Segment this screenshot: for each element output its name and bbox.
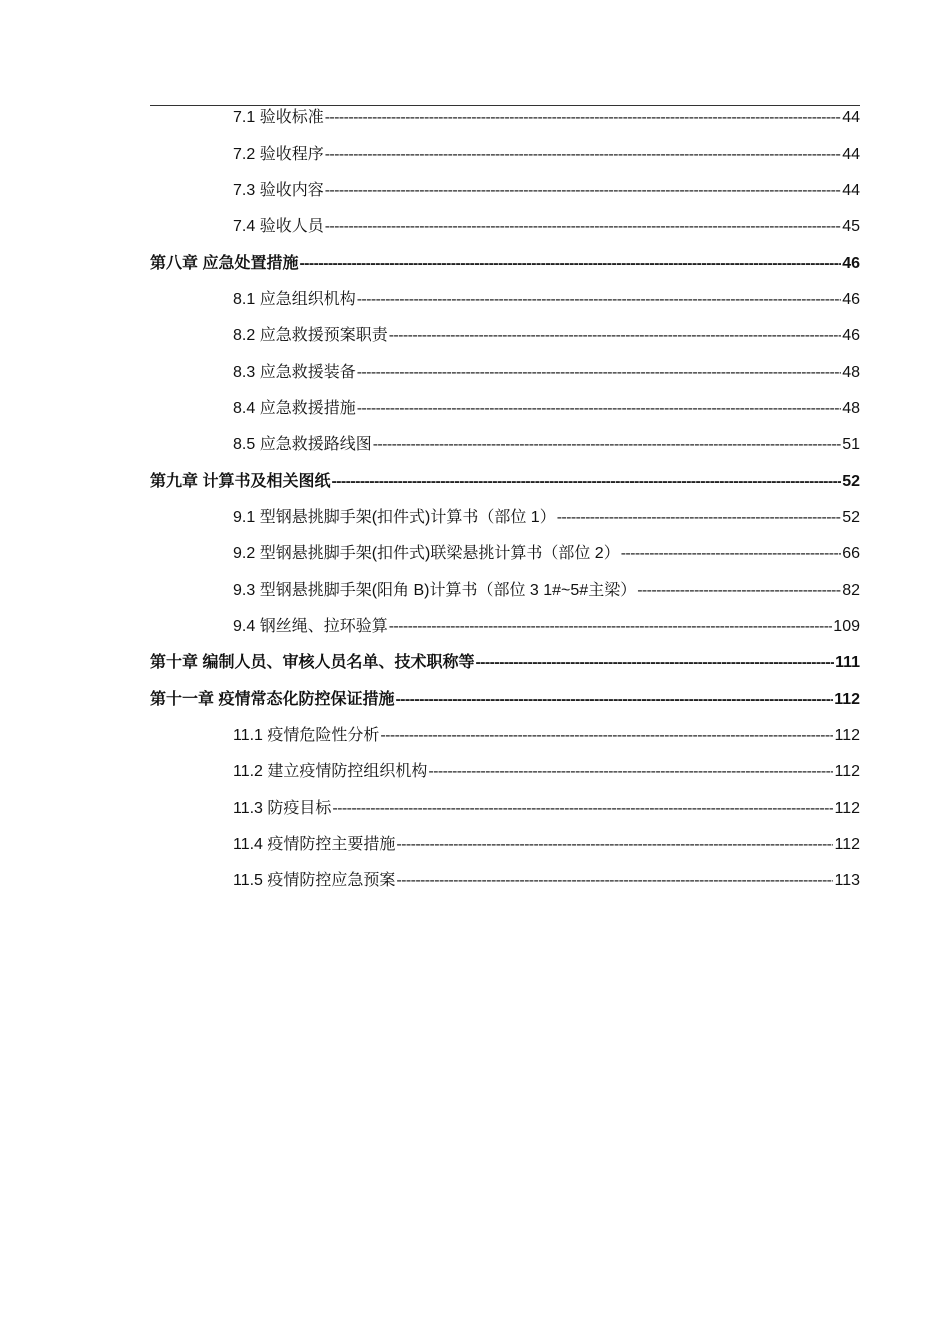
toc-chapter-page: 112: [834, 690, 860, 708]
toc-chapter-label: 第十章 编制人员、审核人员名单、技术职称等: [150, 654, 475, 672]
toc-entry[interactable]: [150, 609, 860, 645]
toc-entry-label: 11.3 防疫目标: [233, 799, 332, 817]
toc-entry[interactable]: [150, 318, 860, 354]
toc-entry-label: 9.4 钢丝绳、拉环验算: [233, 617, 388, 635]
toc-dot-leader: [373, 435, 842, 455]
toc-entry-label: 9.2 型钢悬挑脚手架(扣件式)联梁悬挑计算书（部位 2）: [233, 545, 620, 563]
toc-dot-leader: [396, 835, 833, 855]
toc-entry-label: 11.5 疫情防控应急预案: [233, 872, 396, 890]
toc-dot-leader: [357, 399, 842, 419]
toc-entry[interactable]: [150, 863, 860, 899]
toc-entry-page: 112: [834, 763, 860, 781]
toc-entry[interactable]: [150, 536, 860, 572]
toc-dot-leader: [389, 326, 842, 346]
toc-entry-page: 48: [842, 363, 860, 381]
toc-entry[interactable]: [150, 754, 860, 790]
toc-entry-label: 7.4 验收人员: [233, 218, 324, 236]
toc-entry-page: 82: [842, 581, 860, 599]
toc-entry-label: 7.3 验收内容: [233, 181, 324, 199]
toc-entry-label: 8.1 应急组织机构: [233, 290, 356, 308]
toc-entry[interactable]: [150, 572, 860, 608]
toc-entry-label: 8.3 应急救援装备: [233, 363, 356, 381]
toc-dot-leader: [428, 762, 833, 782]
toc-dot-leader: [396, 871, 833, 891]
toc-entry-label: 11.2 建立疫情防控组织机构: [233, 763, 428, 781]
toc-entry-page: 44: [842, 145, 860, 163]
toc-entry-label: 9.1 型钢悬挑脚手架(扣件式)计算书（部位 1）: [233, 508, 556, 526]
toc-entry-page: 113: [834, 872, 860, 890]
toc-entry-page: 51: [842, 436, 860, 454]
toc-dot-leader: [357, 363, 842, 383]
toc-entry-page: 45: [842, 218, 860, 236]
toc-entry-page: 46: [842, 327, 860, 345]
toc-entry[interactable]: [150, 391, 860, 427]
toc-dot-leader: [325, 108, 842, 128]
toc-entry-page: 46: [842, 290, 860, 308]
toc-chapter-label: 第八章 应急处置措施: [150, 254, 299, 272]
toc-dot-leader: [325, 181, 842, 201]
toc-entry[interactable]: [150, 500, 860, 536]
toc-dot-leader: [331, 472, 841, 492]
toc-entry-page: 44: [842, 181, 860, 199]
toc-entry[interactable]: [150, 282, 860, 318]
toc-dot-leader: [325, 145, 842, 165]
toc-entry[interactable]: [150, 100, 860, 136]
toc-dot-leader: [395, 690, 833, 710]
toc-entry-page: 112: [834, 727, 860, 745]
toc-dot-leader: [325, 217, 842, 237]
toc-dot-leader: [621, 544, 842, 564]
toc-chapter-label: 第十一章 疫情常态化防控保证措施: [150, 690, 395, 708]
toc-entry-page: 52: [842, 508, 860, 526]
toc-entry-page: 48: [842, 399, 860, 417]
toc-chapter-page: 52: [842, 472, 860, 490]
toc-dot-leader: [332, 799, 833, 819]
toc-entry[interactable]: [150, 718, 860, 754]
toc-chapter-entry[interactable]: [150, 463, 860, 499]
toc-entry-label: 11.4 疫情防控主要措施: [233, 836, 396, 854]
toc-entry[interactable]: [150, 173, 860, 209]
toc-chapter-entry[interactable]: [150, 682, 860, 718]
toc-entry-label: 7.2 验收程序: [233, 145, 324, 163]
table-of-contents: [150, 100, 860, 900]
toc-entry[interactable]: [150, 827, 860, 863]
toc-entry[interactable]: [150, 209, 860, 245]
toc-dot-leader: [299, 254, 841, 274]
toc-entry-page: 44: [842, 109, 860, 127]
toc-entry-page: 109: [833, 617, 860, 635]
toc-entry-page: 66: [842, 545, 860, 563]
toc-entry-page: 112: [834, 799, 860, 817]
toc-entry-label: 8.2 应急救援预案职责: [233, 327, 388, 345]
toc-dot-leader: [389, 617, 833, 637]
toc-chapter-entry[interactable]: [150, 645, 860, 681]
toc-chapter-label: 第九章 计算书及相关图纸: [150, 472, 331, 490]
toc-entry-label: 9.3 型钢悬挑脚手架(阳角 B)计算书（部位 3 1#~5#主梁）: [233, 581, 637, 599]
toc-dot-leader: [637, 581, 841, 601]
toc-dot-leader: [357, 290, 842, 310]
toc-entry-label: 11.1 疫情危险性分析: [233, 727, 380, 745]
toc-entry[interactable]: [150, 427, 860, 463]
toc-dot-leader: [557, 508, 842, 528]
toc-entry[interactable]: [150, 136, 860, 172]
toc-entry-label: 8.5 应急救援路线图: [233, 436, 372, 454]
toc-entry[interactable]: [150, 791, 860, 827]
toc-chapter-page: 111: [835, 654, 860, 672]
toc-dot-leader: [475, 653, 834, 673]
toc-dot-leader: [380, 726, 833, 746]
toc-chapter-page: 46: [842, 254, 860, 272]
toc-entry[interactable]: [150, 354, 860, 390]
toc-entry-label: 7.1 验收标准: [233, 109, 324, 127]
toc-entry-page: 112: [834, 836, 860, 854]
toc-entry-label: 8.4 应急救援措施: [233, 399, 356, 417]
toc-chapter-entry[interactable]: [150, 245, 860, 281]
